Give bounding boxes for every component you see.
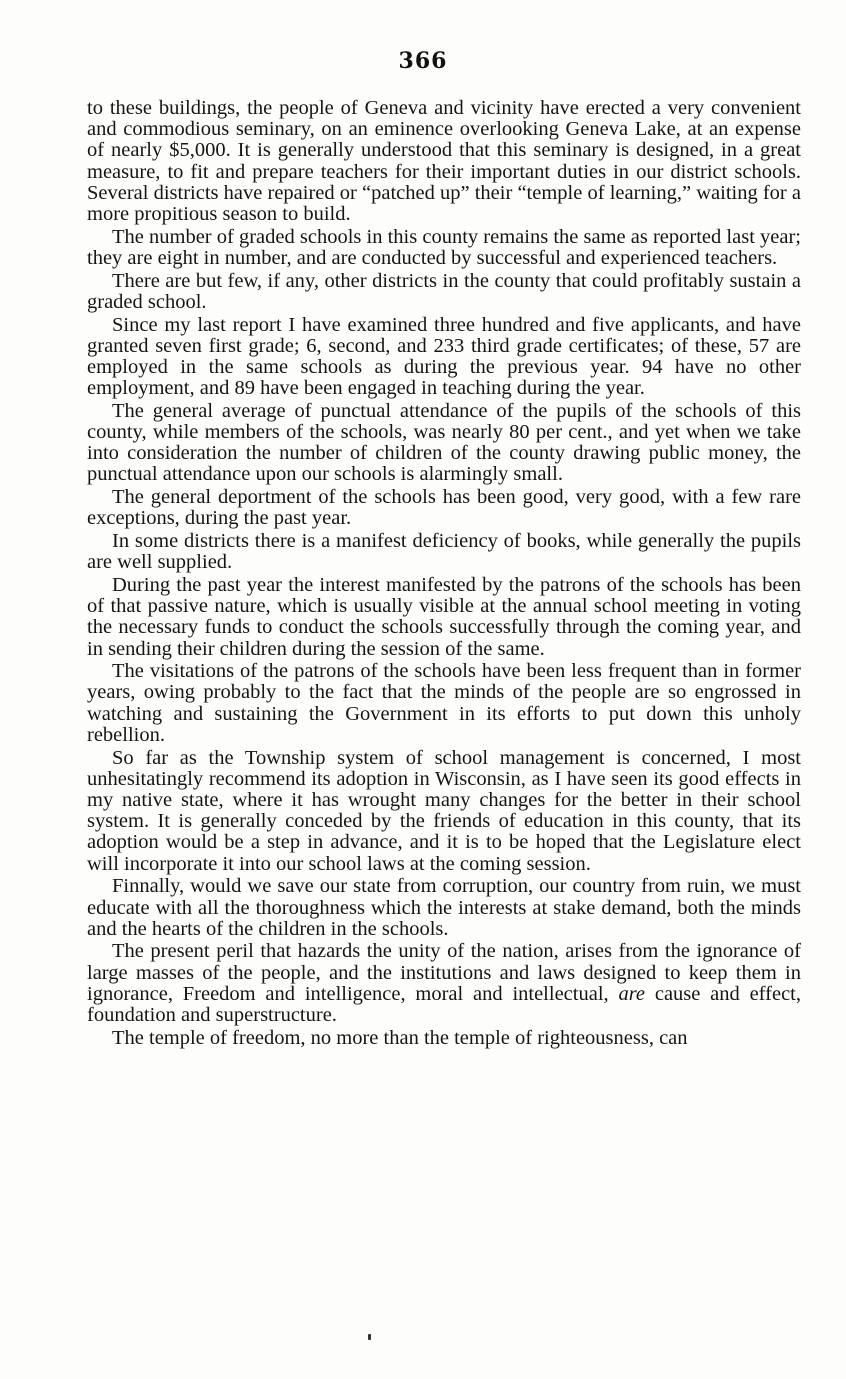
paragraph-3: There are but few, if any, other districts in the county that could profitably sustain a graded school. <box>87 269 801 313</box>
emphasized-word: are <box>618 982 646 1005</box>
paragraph-12 <box>87 941 801 1026</box>
paragraph-6: The general deportment of the schools has been good, very good, with a few rare exceptions, during the past year. <box>87 486 801 530</box>
paragraph-5: The general average of punctual attendance of the pupils of the schools of this county, while members of the schools, was nearly 80 per cent., and yet when we take into consideration the number of children of the county drawing public money, the punctual attendance upon our schools is alarmingly small. <box>87 399 801 486</box>
paragraph-12-text: The present peril that hazards the unity of the nation, arises from the ignorance of large masses of the people, and the institutions and laws designed to keep them in ignorance, Freedom and intelligence, moral and intellectual, <box>87 940 801 1005</box>
paragraph-9: The visitations of the patrons of the schools have been less frequent than in former years, owing probably to the fact that the minds of the people are so engrossed in watching and sustaining the Government in its efforts to put down this unholy rebellion. <box>87 660 801 746</box>
body-text <box>87 98 801 1050</box>
page-number: 366 <box>398 48 448 74</box>
paragraph-1: to these buildings, the people of Geneva and vicinity have erected a very convenient and commodious seminary, on an eminence overlooking Geneva Lake, at an expense of nearly $5,000. It is generally understood that this seminary is designed, in a great measure, to fit and prepare teachers for their important duties in our district schools. Several districts have repaired or “patched up” their “temple of learning,” waiting for a more propitious season to build. <box>87 97 801 226</box>
paragraph-2: The number of graded schools in this county remains the same as reported last year; they are eight in number, and are conducted by successful and experienced teachers. <box>87 225 801 269</box>
paragraph-10: So far as the Township system of school management is concerned, I most unhesitatingly recommend its adoption in Wisconsin, as I have seen its good effects in my native state, where it has wrought many changes for the better in their school system. It is generally conceded by the friends of education in this county, that its adoption would be a step in advance, and it is to be hoped that the Legislature elect will incorporate it into our school laws at the coming session. <box>87 746 801 875</box>
paragraph-7: In some districts there is a manifest deficiency of books, while generally the pupils are well supplied. <box>87 530 801 574</box>
paragraph-8: During the past year the interest manifested by the patrons of the schools has been of that passive nature, which is usually visible at the annual school meeting in voting the necessary funds to conduct the schools successfully through the coming year, and in sending their children during the session of the same. <box>87 573 801 660</box>
stray-mark <box>368 1334 371 1340</box>
paragraph-4: Since my last report I have examined three hundred and five applicants, and have granted seven first grade; 6, second, and 233 third grade certificates; of these, 57 are employed in the same schools as during the previous year. 94 have no other employment, and 89 have been engaged in teaching during the year. <box>87 313 801 400</box>
paragraph-12-tail: cause and effect, foundation and superstructure. <box>87 982 801 1027</box>
paragraph-11: Finnally, would we save our state from corruption, our country from ruin, we must educate with all the thoroughness which the interests at stake demand, both the minds and the hearts of the children in the schools. <box>87 875 801 940</box>
paragraph-13: The temple of freedom, no more than the temple of righteousness, can <box>112 1026 688 1049</box>
